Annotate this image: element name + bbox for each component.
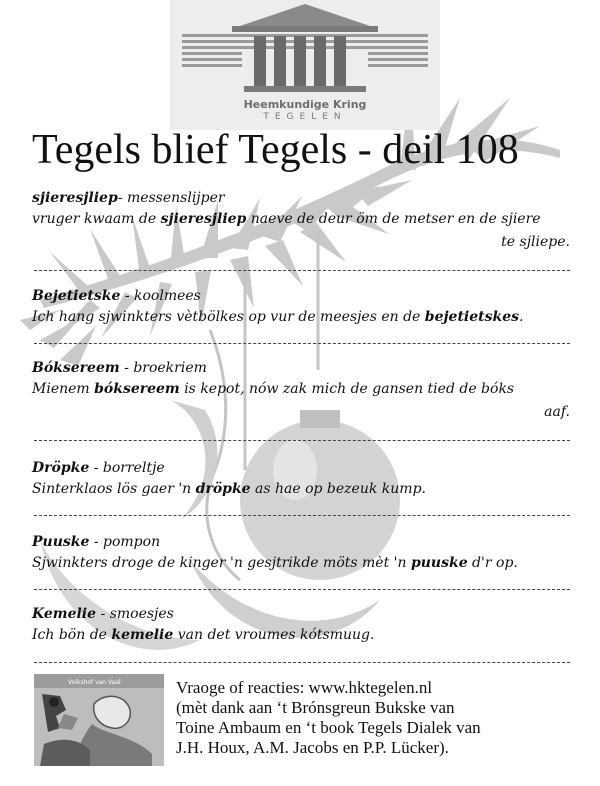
entry-translation: smoesjes — [109, 606, 174, 622]
entry-head — [32, 358, 570, 378]
dialect-entry — [32, 532, 570, 575]
entry-word: Puuske — [32, 534, 90, 550]
footer-line: Toine Ambaum en ‘t book Tegels Dialek van — [176, 718, 481, 737]
sentence-highlight: bóksereem — [94, 381, 180, 397]
entry-separator: - — [89, 534, 104, 550]
sentence-text: vruger kwaam de — [32, 211, 161, 227]
entry-sentence — [32, 478, 570, 501]
entry-word: Bejetietske — [32, 288, 121, 304]
sentence-text: Ich hang sjwinkters vètbölkes op vur de meesjes en de — [32, 309, 425, 325]
sentence-highlight: dröpke — [195, 481, 251, 497]
entry-translation: broekriem — [133, 360, 207, 376]
entry-head — [32, 604, 570, 624]
entry-sentence — [32, 208, 570, 231]
entry-head — [32, 286, 570, 306]
sentence-highlight: bejetietskes — [424, 309, 519, 325]
entry-translation: messenslijper — [126, 190, 225, 206]
entry-word: Dröpke — [32, 460, 90, 476]
sentence-highlight: sjieresjliep — [160, 211, 247, 227]
footer-line: Vraoge of reacties: www.hktegelen.nl — [176, 678, 433, 697]
entry-separator: - — [96, 606, 110, 622]
sentence-text: Mienem — [32, 381, 95, 397]
sentence-highlight: puuske — [410, 555, 468, 571]
entry-sentence — [32, 378, 570, 401]
dialect-entry — [32, 458, 570, 501]
page-title: Tegels blief Tegels - deil 108 — [32, 127, 519, 173]
entry-head — [32, 458, 570, 478]
entry-word: sjieresjliep — [32, 190, 118, 206]
sentence-text: Sinterklaos lös gaer 'n — [32, 481, 196, 497]
entry-word: Bóksereem — [32, 360, 120, 376]
dashed-divider — [34, 662, 570, 663]
entry-translation: pompon — [103, 534, 161, 550]
dashed-divider — [34, 440, 570, 441]
heemkundige-kring-logo — [170, 0, 440, 130]
sentence-text: Ich bön de — [32, 627, 112, 643]
dashed-divider — [34, 515, 570, 516]
entry-separator: - — [117, 190, 127, 206]
footer-line: (mèt dank aan ‘t Brónsgreun Bukske van — [176, 698, 455, 717]
dialect-entry — [32, 358, 570, 424]
entry-sentence — [32, 306, 570, 329]
sentence-text: d'r op. — [467, 555, 518, 571]
sentence-text: naeve de deur öm de metser en de sjiere — [246, 211, 541, 227]
sentence-text: as hae op bezeuk kump. — [250, 481, 426, 497]
entry-translation: borreltje — [102, 460, 165, 476]
dialect-entry — [32, 286, 570, 329]
entry-sentence — [32, 552, 570, 575]
sentence-text: . — [519, 309, 524, 325]
logo-title: Heemkundige Kring — [243, 98, 367, 111]
sentence-continuation: aaf. — [544, 404, 570, 420]
manuscript-illustration — [34, 674, 164, 766]
sentence-text: van det vroumes kótsmuug. — [173, 627, 375, 643]
footer-line: J.H. Houx, A.M. Jacobs en P.P. Lücker). — [176, 738, 449, 757]
entry-separator: - — [119, 360, 134, 376]
entry-sentence — [32, 624, 570, 647]
dialect-entry — [32, 604, 570, 647]
entry-head — [32, 188, 570, 208]
dashed-divider — [34, 343, 570, 344]
dashed-divider — [34, 270, 570, 271]
entry-separator: - — [120, 288, 135, 304]
sentence-text: is kepot, nów zak mich de gansen tied de bóks — [179, 381, 515, 397]
image-caption: Volkshof van Vaal — [68, 679, 121, 686]
entry-separator: - — [89, 460, 103, 476]
entry-translation: koolmees — [134, 288, 201, 304]
entry-head — [32, 532, 570, 552]
dashed-divider — [34, 589, 570, 590]
dialect-entry — [32, 188, 570, 254]
entry-word: Kemelie — [32, 606, 97, 622]
footer-credits — [176, 678, 576, 758]
sentence-highlight: kemelie — [111, 627, 174, 643]
sentence-continuation: te sjliepe. — [501, 234, 570, 250]
sentence-text: Sjwinkters droge de kinger 'n gesjtrikde möts mèt 'n — [32, 555, 411, 571]
logo-subtitle: TEGELEN — [263, 112, 347, 122]
